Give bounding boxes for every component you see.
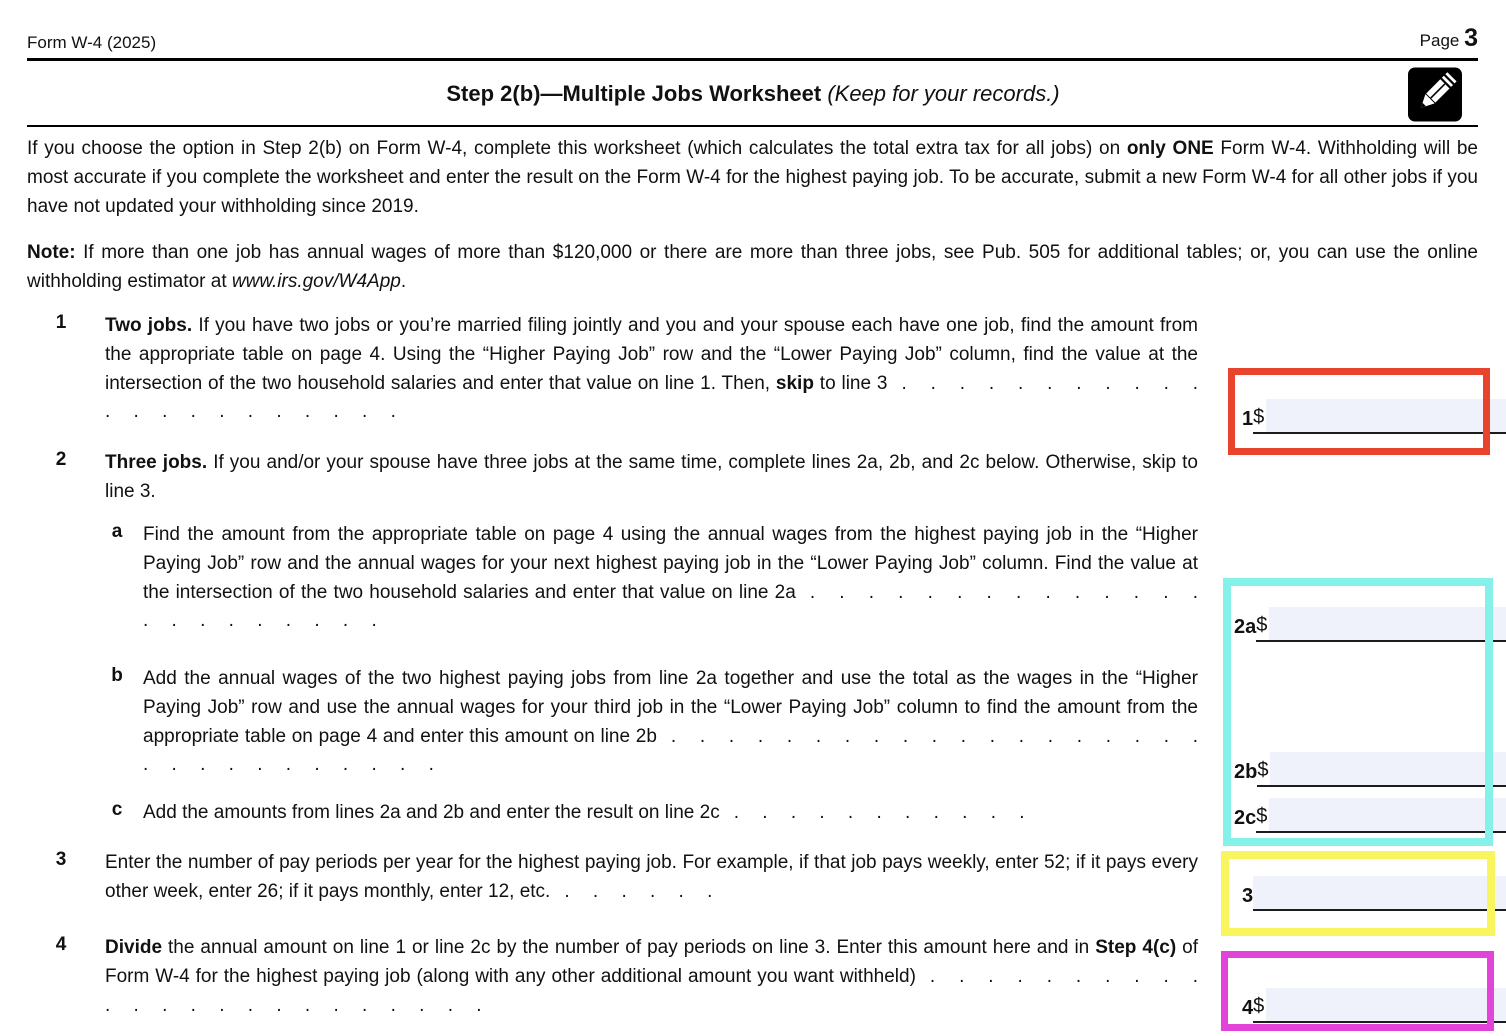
- line-4-number: 4: [55, 934, 67, 955]
- line-1-dollar-sign: $: [1253, 406, 1265, 428]
- line-2a-answer-label: 2a: [1234, 616, 1257, 638]
- line-1-bold-skip: skip: [775, 372, 814, 394]
- line-4-dollar-sign: $: [1253, 995, 1265, 1017]
- line-2b-answer-row: [1234, 750, 1462, 787]
- intro-paragraph: [27, 135, 1478, 221]
- line-2-lead: Three jobs.: [105, 452, 208, 473]
- note-label: Note:: [27, 242, 76, 263]
- intro-bold-only-one: only ONE: [1126, 138, 1214, 159]
- line-2b-field-group: [1257, 752, 1506, 787]
- line-2a-text: [143, 521, 1198, 636]
- line-2a-field-group: [1256, 607, 1506, 642]
- line-3-pay-periods-input[interactable]: [1253, 876, 1506, 909]
- header-rule: [27, 58, 1478, 61]
- line-2c-body: Add the amounts from lines 2a and 2b and enter the result on line 2c: [143, 802, 720, 823]
- line-4-body-1: the annual amount on line 1 or line 2c by the number of pay periods on line 3. Enter this amount here and in: [162, 937, 1096, 958]
- line-4-answer-row: [1242, 986, 1462, 1023]
- line-2a-body: Find the amount from the appropriate table on page 4 using the annual wages from the highest paying job in the “Higher Paying Job” row and the annual wages for your next highest paying job in the “Lower Paying Job” column. Find the value at the intersection of the two household salaries and enter that value on line 2a: [143, 524, 1198, 603]
- title-rule: [27, 125, 1478, 127]
- line-2b-dot-leader: . . . . . . . . . . . . . . . . . . . . . . . . . . . . . .: [143, 725, 1198, 776]
- line-2c-answer-row: [1234, 796, 1462, 833]
- line-2-text: [105, 449, 1198, 507]
- line-2b-amount-input[interactable]: [1270, 752, 1506, 785]
- line-3-answer-row: [1242, 874, 1462, 911]
- line-2a-dollar-sign: $: [1256, 614, 1268, 636]
- line-3-field-group: [1253, 876, 1506, 911]
- line-3-number: 3: [55, 849, 67, 870]
- line-2c-dot-leader: . . . . . . . . . . .: [733, 802, 1025, 823]
- line-3-body: Enter the number of pay periods per year for the highest paying job. For example, if that job pays weekly, enter 52; if it pays every other week, enter 26; if it pays monthly, enter 12, etc.: [105, 852, 1198, 902]
- line-2a-amount-input[interactable]: [1269, 607, 1506, 640]
- worksheet-title-row: [0, 81, 1506, 107]
- worksheet-title: Step 2(b)—Multiple Jobs Worksheet: [446, 81, 822, 106]
- page-indicator: [1420, 24, 1478, 53]
- line-4-dot-leader: . . . . . . . . . . . . . . . . . . . . . . . .: [105, 965, 1198, 1016]
- line-2b-body: Add the annual wages of the two highest paying jobs from line 2a together and use the total as the wages in the “Higher Paying Job” row and use the annual wages for your third job in the “Lower Paying Job” column to find the amount from the appropriate table on page 4 and enter this amount on line 2b: [143, 668, 1198, 747]
- line-1-body-1: If you have two jobs or you’re married filing jointly and you and your spouse each have one job, find the amount from the appropriate table on page 4. Using the “Higher Paying Job” row and the “Lower Paying Job” column, find the value at the intersection of the two household salaries and enter that value on line 1. Then,: [105, 315, 1198, 394]
- line-4-body-2: of Form W-4 for the highest paying job (along with any other additional amount you want withheld): [105, 937, 1199, 987]
- line-4-lead: Divide: [105, 937, 163, 958]
- line-1-answer-label: 1: [1242, 408, 1254, 430]
- line-2a-answer-row: [1234, 605, 1462, 642]
- line-2c-field-group: [1256, 798, 1506, 833]
- line-4-answer-label: 4: [1242, 997, 1254, 1019]
- line-1-text: [105, 312, 1198, 427]
- line-1-lead: Two jobs.: [105, 315, 193, 336]
- note-estimator-url: www.irs.gov/W4App: [231, 270, 401, 292]
- line-2c-letter: c: [111, 799, 123, 820]
- line-1-body-2: to line 3: [813, 372, 888, 394]
- form-id: Form W-4 (2025): [27, 33, 157, 52]
- line-2c-dollar-sign: $: [1256, 805, 1268, 827]
- line-2b-letter: b: [111, 665, 123, 686]
- line-2b-text: [143, 665, 1198, 780]
- line-1-dot-leader: . . . . . . . . . . . . . . . . . . . . . .: [105, 372, 1199, 423]
- line-1-amount-input[interactable]: [1266, 399, 1506, 432]
- line-4-field-group: [1253, 988, 1506, 1023]
- line-2-body: If you and/or your spouse have three jobs at the same time, complete lines 2a, 2b, and 2c below. Otherwise, skip to line 3.: [105, 452, 1198, 502]
- page-word: Page: [1419, 31, 1460, 50]
- line-3-answer-label: 3: [1242, 885, 1254, 907]
- line-4-bold-step4c: Step 4(c): [1095, 937, 1177, 958]
- intro-text-2: Form W-4. Withholding will be most accurate if you complete the worksheet and enter the result on the Form W-4 for the highest paying job. To be accurate, submit a new Form W-4 for all other jobs if you have not updated your withholding since 2019.: [27, 138, 1479, 217]
- line-2c-amount-input[interactable]: [1269, 798, 1506, 831]
- note-paragraph: [27, 239, 1478, 297]
- line-2b-dollar-sign: $: [1257, 759, 1269, 781]
- line-4-amount-input[interactable]: [1266, 988, 1506, 1021]
- pencil-icon: [1408, 67, 1462, 122]
- line-2-number: 2: [55, 449, 67, 470]
- line-1-field-group: [1253, 399, 1506, 434]
- line-1-number: 1: [55, 312, 67, 333]
- line-2c-answer-label: 2c: [1234, 807, 1257, 829]
- line-3-dot-leader: . . . . . .: [564, 880, 713, 902]
- line-1-answer-row: [1242, 397, 1462, 434]
- note-text-2: .: [400, 270, 407, 292]
- line-2c-text: [143, 799, 1198, 828]
- line-2b-answer-label: 2b: [1234, 761, 1258, 783]
- line-4-text: [105, 934, 1198, 1020]
- intro-text-1: If you choose the option in Step 2(b) on Form W-4, complete this worksheet (which calculates the total extra tax for all jobs) on: [27, 138, 1127, 159]
- page-number: 3: [1464, 24, 1478, 52]
- note-text-1: If more than one job has annual wages of more than $120,000 or there are more than three jobs, see Pub. 505 for additional tables; or, you can use the online withholding estimator at: [27, 242, 1478, 292]
- line-3-text: [105, 849, 1198, 907]
- line-2a-letter: a: [111, 521, 123, 542]
- worksheet-title-note: (Keep for your records.): [821, 81, 1060, 106]
- line-2a-dot-leader: . . . . . . . . . . . . . . . . . . . . . . .: [143, 581, 1198, 632]
